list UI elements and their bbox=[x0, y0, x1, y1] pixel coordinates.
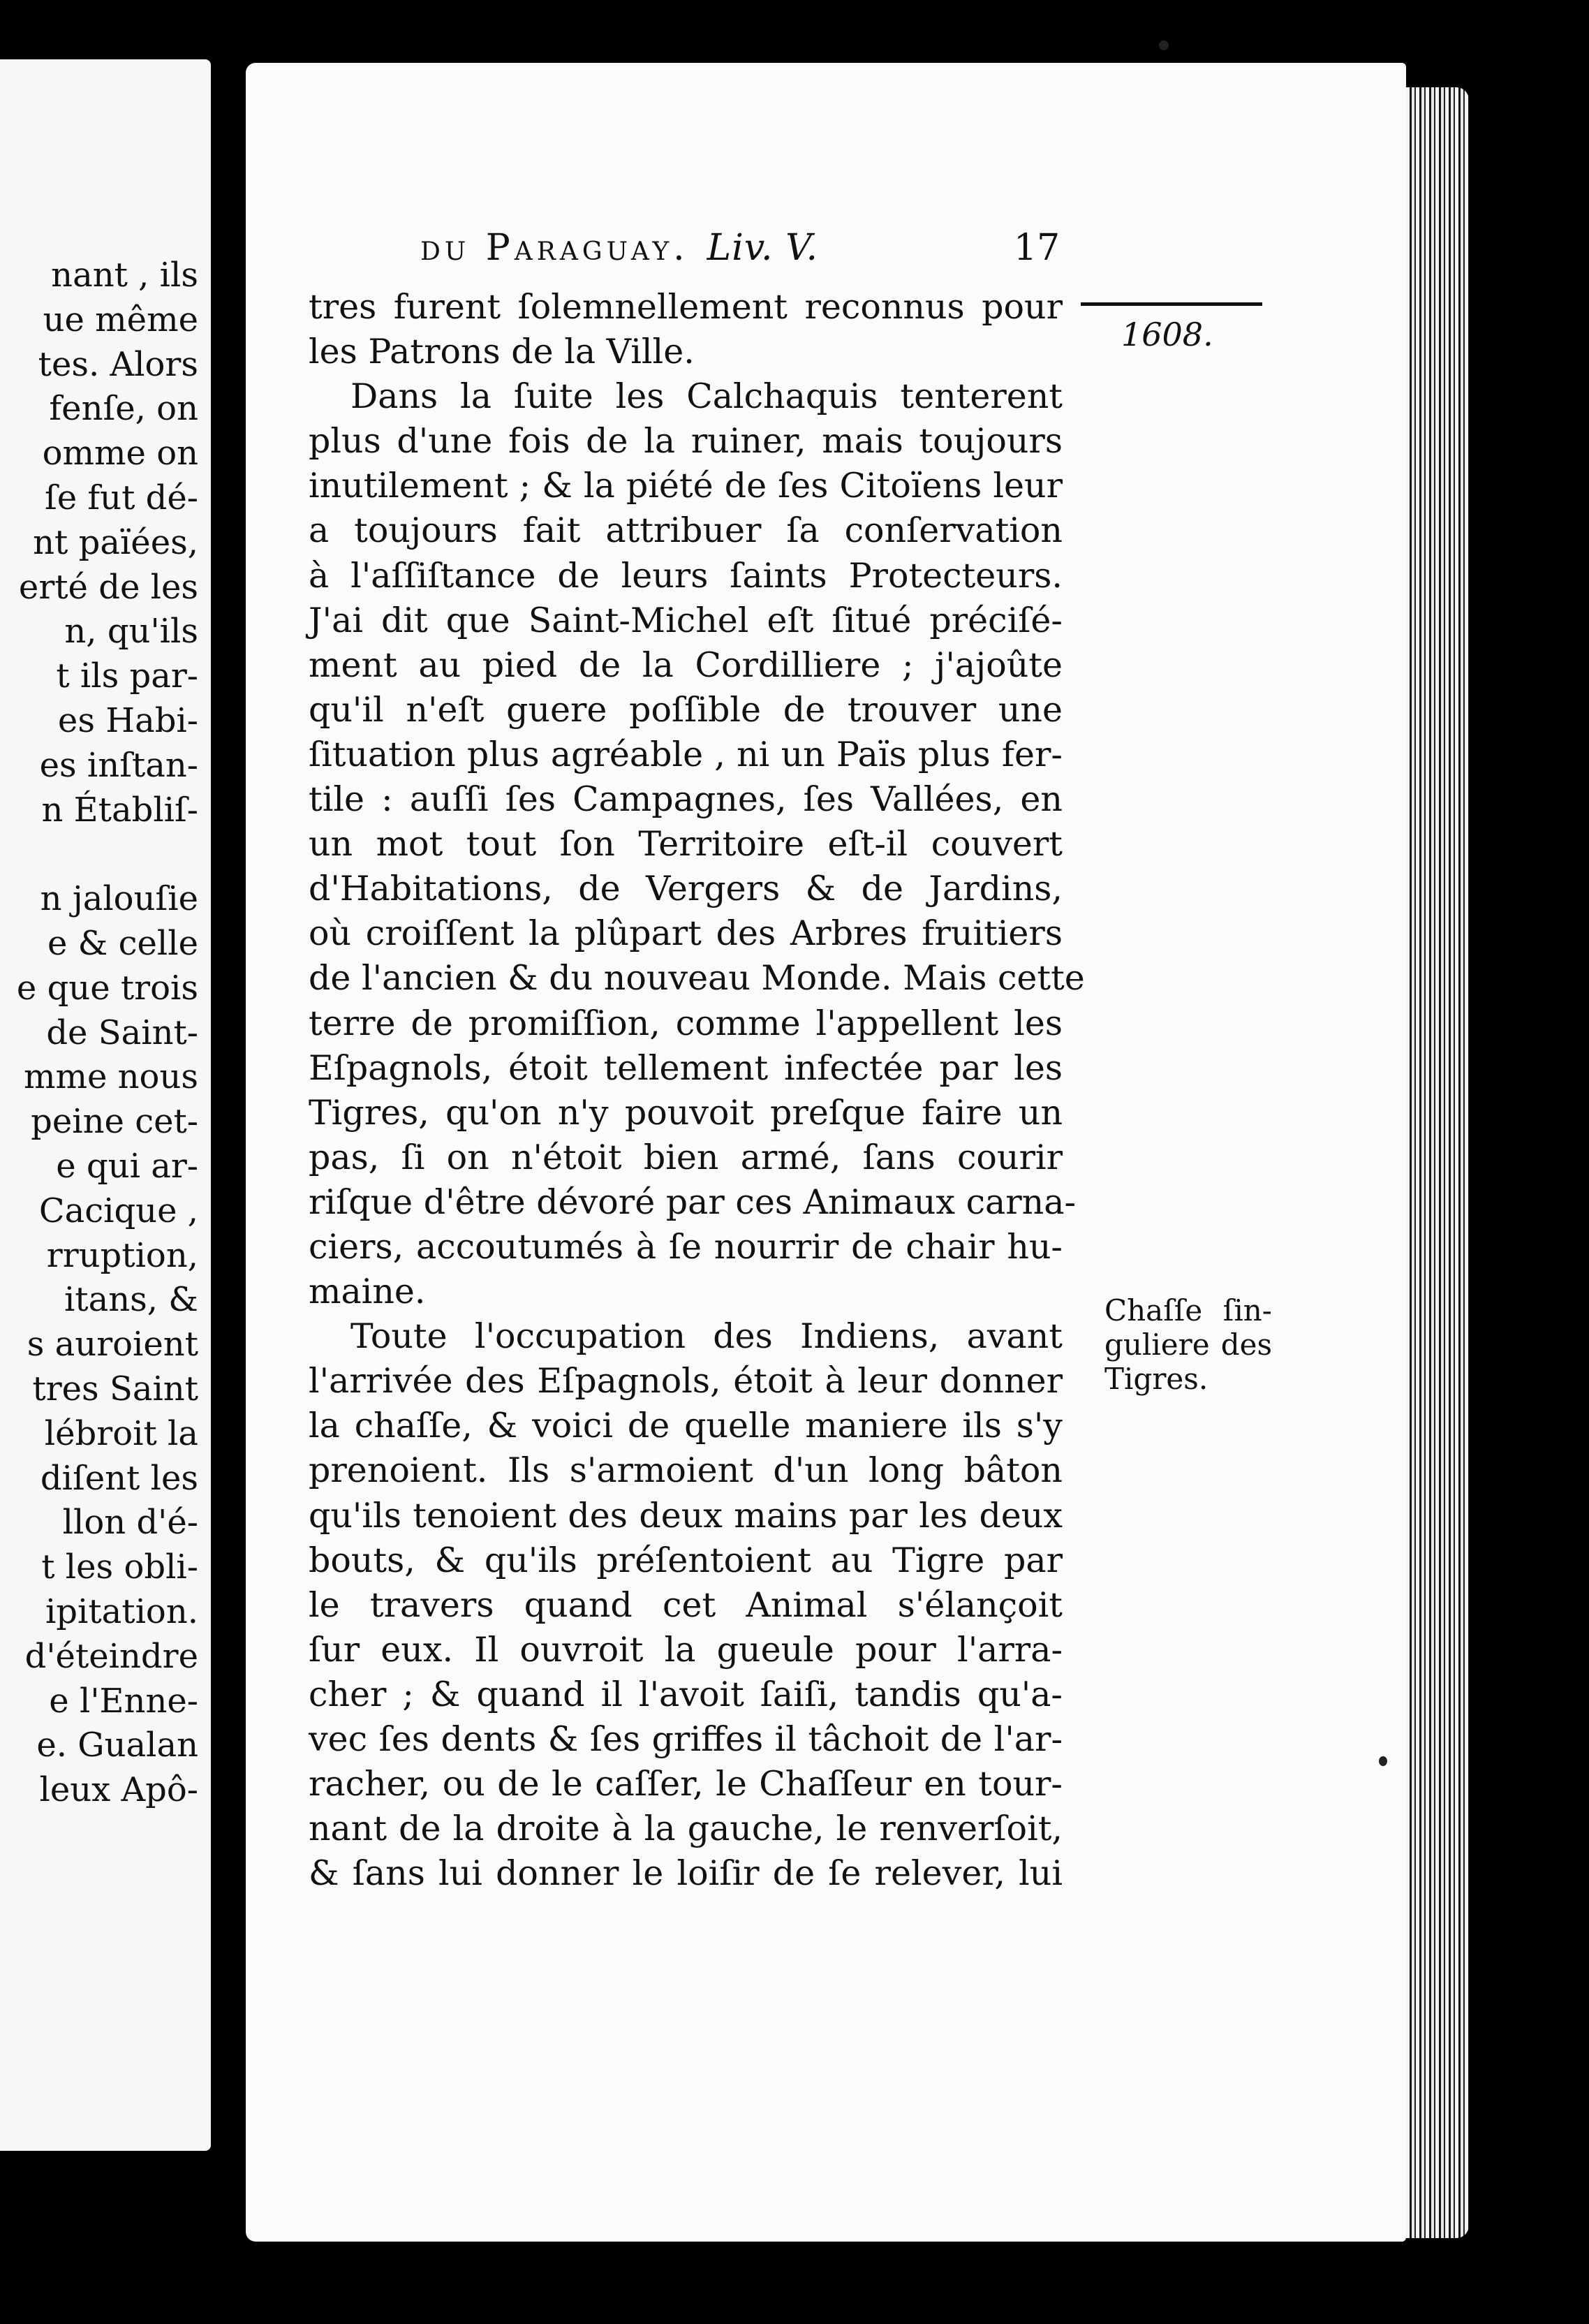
margin_note-line: guliere des bbox=[1104, 1328, 1272, 1362]
left_page-line: nant , ils bbox=[51, 256, 198, 295]
left_page-line: nt païées, bbox=[33, 522, 198, 562]
left_page-line: s auroient bbox=[27, 1325, 198, 1365]
left_page-line: e l'Enne- bbox=[49, 1681, 198, 1721]
left_page-line: e. Gualan bbox=[36, 1726, 198, 1765]
body-line: un mot tout ſon Territoire eſt-il couvert bbox=[309, 824, 1063, 865]
body-line: nant de la droite à la gauche, le renverſoit, bbox=[309, 1809, 1063, 1849]
page-edges bbox=[1406, 87, 1469, 2238]
body-line: ciers, accoutumés à ſe nourrir de chair hu- bbox=[309, 1226, 1063, 1267]
left_page-line: diſent les bbox=[40, 1458, 198, 1498]
running-head-book: Liv. V. bbox=[707, 227, 819, 269]
left_page-line: fenſe, on bbox=[49, 389, 198, 429]
left_page-line: llon d'é- bbox=[62, 1503, 198, 1543]
left_page-line: e que trois bbox=[16, 968, 198, 1008]
body-line: ment au pied de la Cordilliere ; j'ajoûte bbox=[309, 645, 1063, 685]
left_page-line: n jalouſie bbox=[40, 879, 198, 919]
body-line: les Patrons de la Ville. bbox=[309, 332, 695, 372]
marginal-year: 1608. bbox=[1121, 316, 1213, 353]
running-head bbox=[420, 227, 818, 269]
body-line: cher ; & quand il l'avoit ſaiſi, tandis qu'a- bbox=[309, 1674, 1063, 1714]
left_page-line: rruption, bbox=[46, 1235, 198, 1275]
left_page-line: erté de les bbox=[18, 567, 198, 607]
page-number: 17 bbox=[1014, 227, 1060, 269]
body-line: Eſpagnols, étoit tellement infectée par les bbox=[309, 1047, 1063, 1088]
left_page-line bbox=[0, 832, 198, 877]
left_page-line: tes. Alors bbox=[38, 344, 198, 384]
body-line: plus d'une fois de la ruiner, mais toujours bbox=[309, 421, 1063, 462]
left_page-line: t les obli- bbox=[41, 1547, 198, 1587]
body-line: prenoient. Ils s'armoient d'un long bâton bbox=[309, 1450, 1063, 1491]
previous-page-fragment bbox=[0, 59, 211, 2151]
left_page-line: ipitation. bbox=[45, 1591, 198, 1631]
body-line: riſque d'être dévoré par ces Animaux carna- bbox=[309, 1182, 1077, 1222]
left_page-line: d'éteindre bbox=[24, 1636, 198, 1676]
left_page-line: Cacique , bbox=[38, 1191, 198, 1230]
speck bbox=[1159, 41, 1169, 50]
body-line: Dans la ſuite les Calchaquis tenterent bbox=[350, 376, 1063, 417]
body-line: de l'ancien & du nouveau Monde. Mais cette bbox=[309, 958, 1085, 999]
left_page-line: n, qu'ils bbox=[64, 612, 198, 652]
previous-page-text bbox=[0, 253, 198, 1813]
body-line: l'arrivée des Eſpagnols, étoit à leur donner bbox=[309, 1361, 1063, 1402]
body-line: terre de promiſſion, comme l'appellent les bbox=[309, 1003, 1063, 1043]
margin_note-line: Chaſſe ſin- bbox=[1104, 1293, 1272, 1328]
body-line: racher, ou de le caſſer, le Chaſſeur en tour- bbox=[309, 1764, 1063, 1804]
left_page-line: t ils par- bbox=[56, 656, 198, 696]
body-line: maine. bbox=[309, 1272, 426, 1312]
left_page-line: mme nous bbox=[23, 1057, 198, 1097]
left_page-line: tres Saint bbox=[32, 1369, 198, 1409]
body-line: tile : auſſi ſes Campagnes, ſes Vallées, en bbox=[309, 779, 1063, 820]
left_page-line: ſe fut dé- bbox=[44, 478, 198, 517]
left_page-line: lébroit la bbox=[44, 1413, 198, 1453]
body-line: pas, ſi on n'étoit bien armé, ſans courir bbox=[309, 1137, 1063, 1177]
body-line: où croiſſent la plûpart des Arbres fruitiers bbox=[309, 913, 1063, 954]
body-line: Toute l'occupation des Indiens, avant bbox=[350, 1316, 1063, 1357]
body-line: à l'aſſiſtance de leurs ſaints Protecteurs. bbox=[309, 555, 1063, 596]
body-line: ſur eux. Il ouvroit la gueule pour l'arra- bbox=[309, 1629, 1063, 1670]
running-head-title: du Paraguay. bbox=[420, 227, 689, 269]
left_page-line: es inſtan- bbox=[39, 745, 198, 785]
body-line: vec ſes dents & ſes griffes il tâchoit de l'ar- bbox=[309, 1719, 1063, 1759]
body-line: & ſans lui donner le loiſir de ſe relever, lui bbox=[309, 1853, 1063, 1894]
left_page-line: n Établiſ- bbox=[41, 790, 198, 830]
left_page-line: e & celle bbox=[47, 923, 198, 963]
left_page-line: peine cet- bbox=[31, 1102, 198, 1142]
left_page-line: omme on bbox=[42, 434, 198, 473]
left_page-line: itans, & bbox=[64, 1280, 198, 1320]
body-line: d'Habitations, de Vergers & de Jardins, bbox=[309, 869, 1063, 909]
left_page-line: leux Apô- bbox=[39, 1770, 198, 1810]
body-line: tres furent ſolemnellement reconnus pour bbox=[309, 287, 1063, 327]
body-line: bouts, & qu'ils préſentoient au Tigre par bbox=[309, 1540, 1063, 1580]
body-line: qu'il n'eſt guere poſſible de trouver une bbox=[309, 689, 1063, 730]
header-rule bbox=[1081, 302, 1262, 306]
body-line: ſituation plus agréable , ni un Païs plus fer- bbox=[309, 734, 1063, 774]
margin_note-line: Tigres. bbox=[1104, 1362, 1209, 1396]
left_page-line: ue même bbox=[43, 300, 198, 339]
left_page-line: e qui ar- bbox=[56, 1146, 198, 1186]
body-line: Tigres, qu'on n'y pouvoit preſque faire un bbox=[309, 1092, 1063, 1133]
body-line: inutilement ; & la piété de ſes Citoïens leur bbox=[309, 466, 1063, 506]
body-line: le travers quand cet Animal s'élançoit bbox=[309, 1584, 1063, 1625]
body-line: J'ai dit que Saint-Michel eſt ſitué préciſé- bbox=[309, 600, 1063, 640]
body-line: qu'ils tenoient des deux mains par les deux bbox=[309, 1495, 1063, 1536]
body-line: la chaſſe, & voici de quelle maniere ils s'y bbox=[309, 1406, 1063, 1446]
left_page-line: es Habi- bbox=[57, 700, 198, 740]
body-line: a toujours fait attribuer ſa conſervation bbox=[309, 510, 1063, 551]
speck bbox=[1379, 1756, 1387, 1766]
body-text bbox=[309, 285, 1085, 1896]
left_page-line: de Saint- bbox=[46, 1013, 198, 1052]
marginal-note bbox=[1104, 1293, 1272, 1396]
